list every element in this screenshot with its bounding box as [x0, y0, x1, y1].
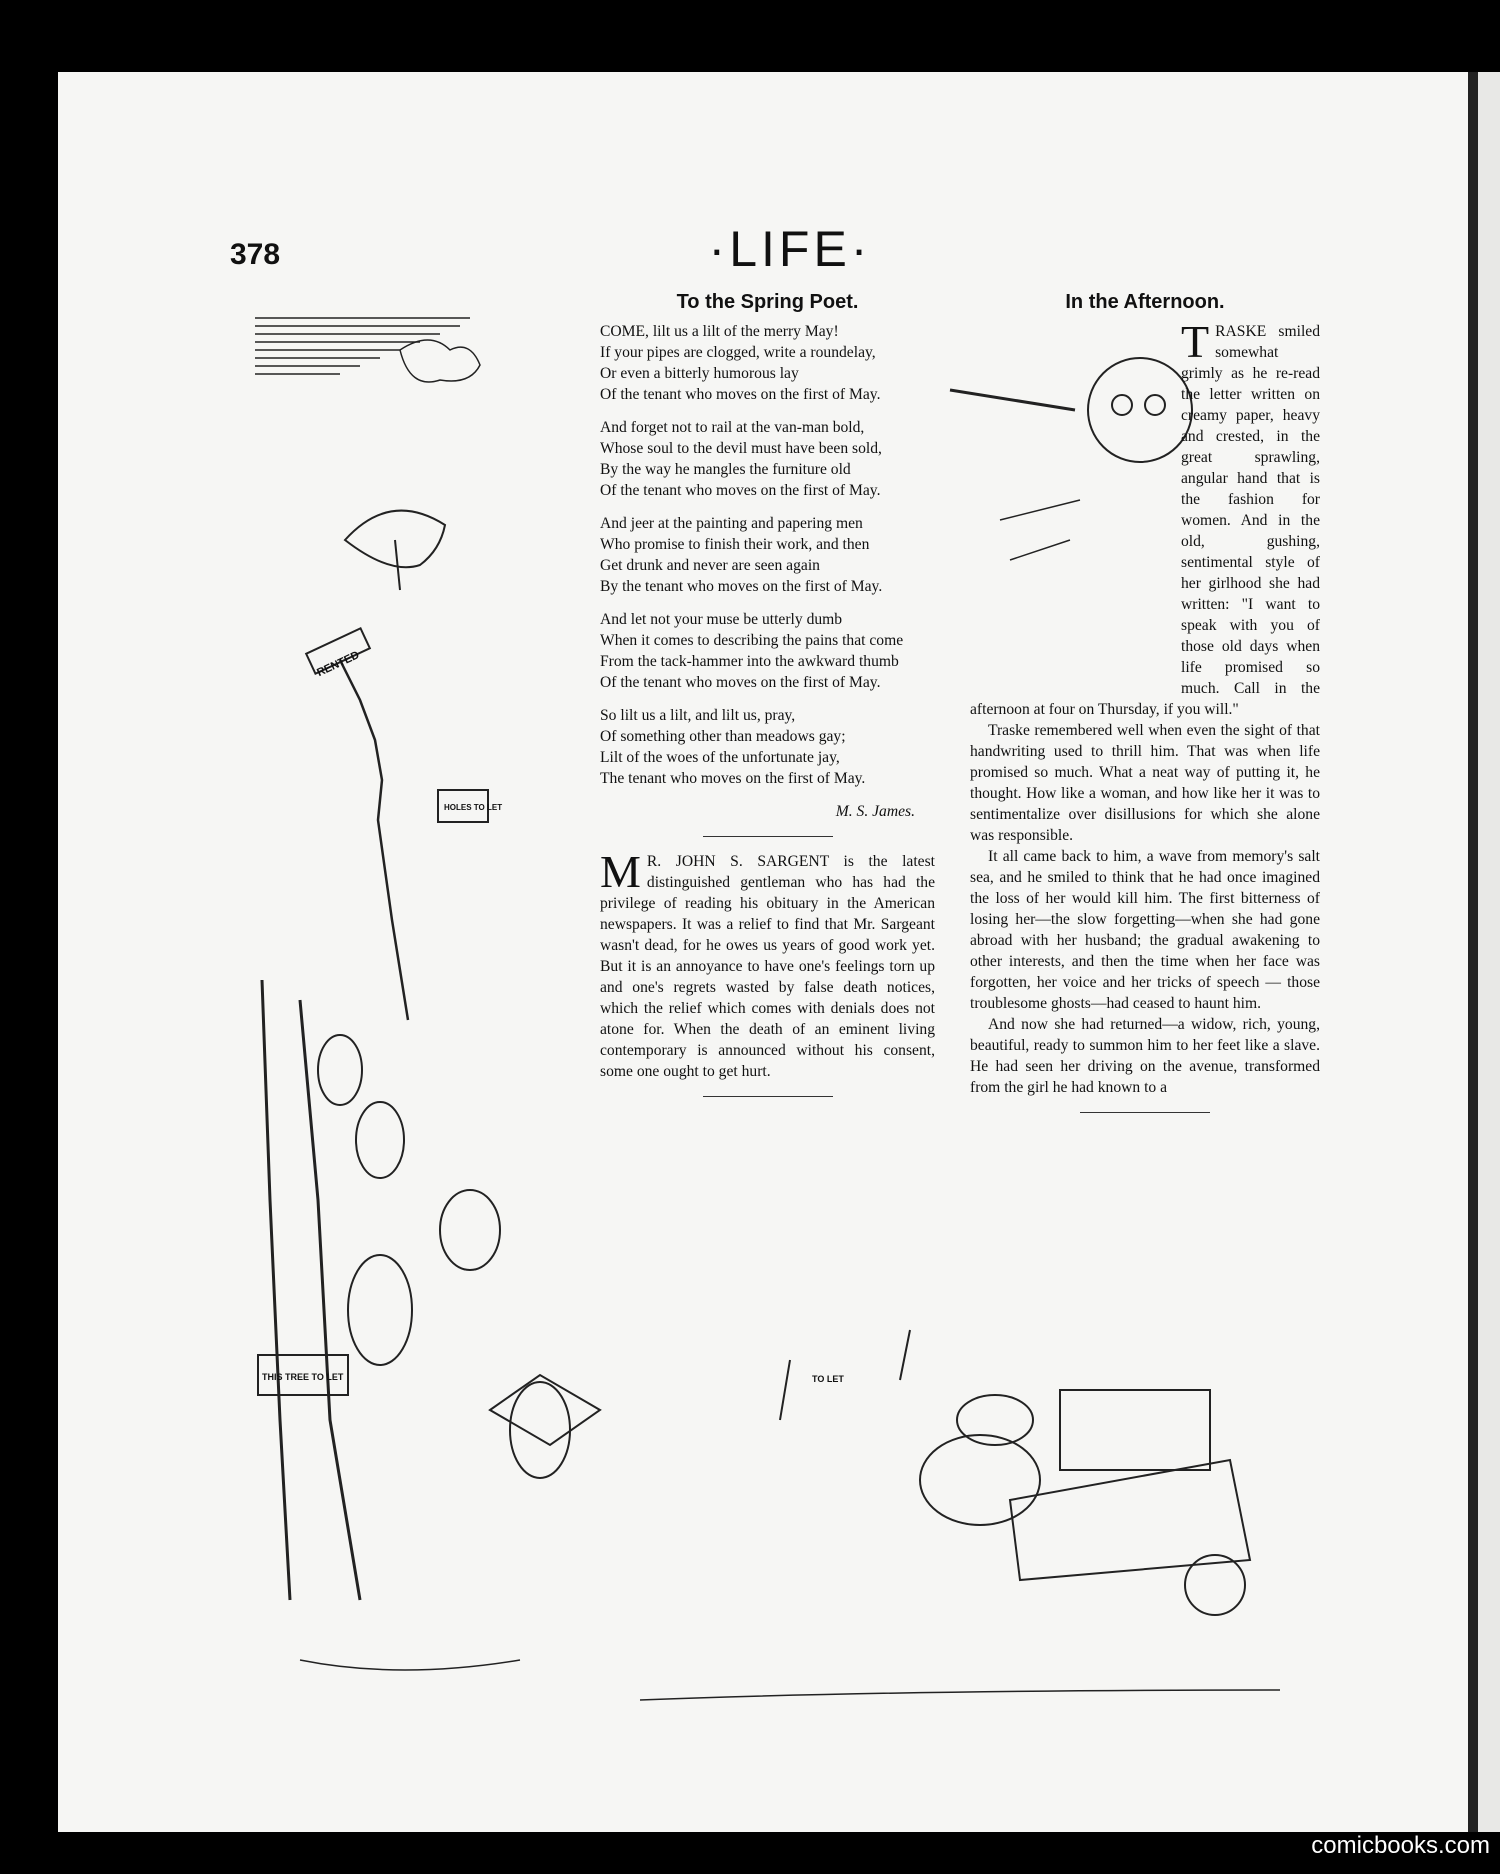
poem-line: Get drunk and never are seen again: [600, 557, 820, 574]
poem-stanza: [600, 321, 935, 405]
tree-sign-text: THIS TREE TO LET: [262, 1372, 344, 1382]
poem-line: Of the tenant who moves on the first of May.: [600, 674, 881, 691]
cloud: [400, 340, 480, 382]
poem-line: COME, lilt us a lilt of the merry May!: [600, 323, 839, 340]
poem-line: Lilt of the woes of the unfortunate jay,: [600, 749, 840, 766]
poem-stanza: [600, 417, 935, 501]
rabbit-figure: [318, 1035, 362, 1105]
poem-line: And jeer at the painting and papering men: [600, 515, 863, 532]
divider: [1080, 1112, 1210, 1113]
page-number: 378: [230, 238, 281, 271]
story-paragraph: Traske remembered well when even the sight of that handwriting used to thrill him. That was when life promised so much. What a neat way of putting it, he thought. How like a woman, and how like her it was to sentimentalize over disillusions for which she alone was responsible.: [970, 722, 1320, 844]
frog-figure: [920, 1435, 1040, 1525]
poem-signature: M. S. James.: [835, 803, 915, 820]
poem-line: From the tack-hammer into the awkward thumb: [600, 653, 899, 670]
poem-line: If your pipes are clogged, write a roundelay,: [600, 344, 876, 361]
poem-line: The tenant who moves on the first of May.: [600, 770, 866, 787]
story-dropcap: T: [1181, 316, 1210, 367]
sargent-article: [600, 846, 935, 1082]
rabbit-carrier: [510, 1382, 570, 1478]
left-text-column: [600, 292, 935, 1111]
wheelbarrow-bed: [1010, 1460, 1250, 1580]
cliff-edge: [340, 660, 408, 1020]
tree-trunk-left: [262, 980, 290, 1600]
watermark-credit: comicbooks.com: [1311, 1832, 1490, 1859]
ground-line: [640, 1690, 1280, 1700]
right-text-column: [970, 292, 1320, 1127]
story-paragraph: And now she had returned—a widow, rich, young, beautiful, ready to summon him to her feet like a slave. He had seen her driving on the avenue, transformed from the girl he had known to a: [970, 1016, 1320, 1096]
poem-line: By the tenant who moves on the first of May.: [600, 578, 883, 595]
sargent-dropcap: M: [600, 846, 641, 897]
lady-figure: [348, 1255, 412, 1365]
poem-line: Of something other than meadows gay;: [600, 728, 846, 745]
poem-stanza: [600, 705, 935, 789]
sargent-text: R. JOHN S. SARGENT is the latest distinguished gentleman who has had the privilege of reading his obituary in the American newspapers. It was a relief to find that Mr. Sargeant wasn't dead, for he owes us years of good work yet. But it is an annoyance to have one's feelings torn up and one's regrets wasted by false death notices, which the relief which comes with denials does not atone for. When the death of an eminent living contemporary is announced without his consent, some one ought to get hurt.: [600, 853, 935, 1080]
poem-line: By the way he mangles the furniture old: [600, 461, 851, 478]
poem-line: Whose soul to the devil must have been sold,: [600, 440, 882, 457]
poem-line: Of the tenant who moves on the first of May.: [600, 482, 881, 499]
frog-head: [957, 1395, 1033, 1445]
story-paragraph: It all came back to him, a wave from memory's salt sea, and he smiled to think that he had once imagined the loss of her would kill him. The first bitterness of losing her—the slow forgetting—when she had gone abroad with her husband; the gradual awakening to other interests, and then the time when her face was forgotten, her voice and her tricks of speech — those troublesome ghosts—had ceased to haunt him.: [970, 848, 1320, 1012]
to-let-sign-text: TO LET: [812, 1374, 844, 1384]
tree-trunk-right: [300, 1000, 360, 1600]
poem-line: And let not your muse be utterly dumb: [600, 611, 843, 628]
rabbit-figure: [440, 1190, 500, 1270]
sky-hatching: [255, 318, 470, 374]
masthead: ·LIFE·: [708, 221, 872, 277]
story-title: In the Afternoon.: [1065, 291, 1225, 313]
divider: [703, 836, 833, 837]
poem-body: [600, 321, 935, 789]
poem-line: Who promise to finish their work, and then: [600, 536, 870, 553]
story-body: [970, 316, 1320, 1098]
poem-line: Or even a bitterly humorous lay: [600, 365, 799, 382]
poem-line: And forget not to rail at the van-man bold,: [600, 419, 865, 436]
poem-title: To the Spring Poet.: [676, 291, 859, 313]
divider: [703, 1096, 833, 1097]
story-paragraph: RASKE smiled somewhat grimly as he re-read the letter written on creamy paper, heavy and crested, in the great sprawling, angular hand that is the fashion for women. And in the old, gushing, sentimental style of her girlhood she had written: "I want to speak with you of those old days when life promised so much. Call in the afternoon at four on Thursday, if you will.": [970, 323, 1320, 718]
poem-stanza: [600, 609, 935, 693]
carried-box: [490, 1375, 600, 1445]
skull-illustration-area: [970, 321, 1175, 681]
poem-stanza: [600, 513, 935, 597]
poem-line: When it comes to describing the pains that come: [600, 632, 904, 649]
barrow-load: [1060, 1390, 1210, 1470]
poem-line: So lilt us a lilt, and lilt us, pray,: [600, 707, 796, 724]
umbrella: [345, 511, 445, 568]
rented-sign-text: RENTED: [315, 649, 362, 680]
rabbit-figure: [356, 1102, 404, 1178]
poem-line: Of the tenant who moves on the first of May.: [600, 386, 881, 403]
holes-sign-text: HOLES TO LET: [444, 803, 503, 812]
